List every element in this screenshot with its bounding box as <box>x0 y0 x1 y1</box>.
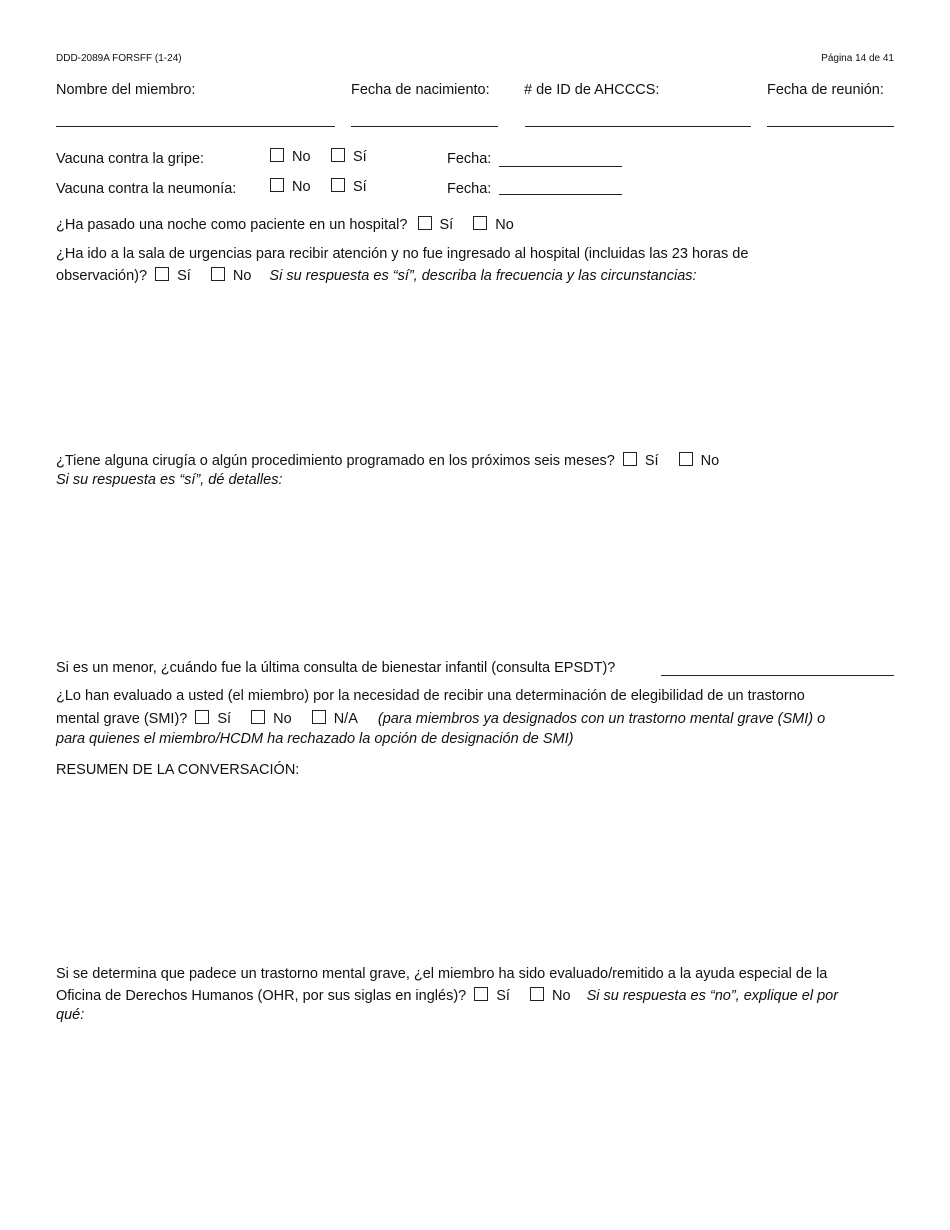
er-note: Si su respuesta es “sí”, describa la frecuencia y las circunstancias: <box>269 268 697 284</box>
smi-yes-checkbox[interactable] <box>195 710 209 724</box>
pneumonia-yes-option[interactable] <box>331 178 367 197</box>
flu-date-label: Fecha: <box>447 151 492 167</box>
hospital-yes-option[interactable] <box>418 216 454 235</box>
ohr-note-line2: qué: <box>56 1007 85 1023</box>
surgery-yes-option[interactable] <box>623 452 659 471</box>
er-yes-text: Sí <box>177 268 191 284</box>
page-number: Página 14 de 41 <box>821 53 894 64</box>
ahcccs-id-field[interactable] <box>525 126 751 127</box>
surgery-question-text: ¿Tiene alguna cirugía o algún procedimiento programado en los próximos seis meses? <box>56 453 615 469</box>
ohr-note-line1: Si su respuesta es “no”, explique el por <box>586 988 839 1004</box>
smi-no-text: No <box>273 711 292 727</box>
smi-yes-text: Sí <box>217 711 232 727</box>
hospital-no-text: No <box>495 217 514 233</box>
member-name-field[interactable] <box>56 126 335 127</box>
hospital-no-checkbox[interactable] <box>473 216 487 230</box>
er-question-text: observación)? <box>56 268 148 284</box>
pneumonia-no-text: No <box>292 179 311 195</box>
hospital-question <box>56 216 524 235</box>
smi-na-text: N/A <box>333 711 358 727</box>
form-id: DDD-2089A FORSFF (1-24) <box>56 53 182 64</box>
er-no-option[interactable] <box>211 267 252 286</box>
epsdt-date-field[interactable] <box>661 675 894 676</box>
surgery-note: Si su respuesta es “sí”, dé detalles: <box>56 472 283 488</box>
ohr-question-line1: Si se determina que padece un trastorno mental grave, ¿el miembro ha sido evaluado/remitido a la ayuda especial de la <box>56 966 828 982</box>
surgery-no-checkbox[interactable] <box>679 452 693 466</box>
ohr-no-text: No <box>551 988 571 1004</box>
er-yes-checkbox[interactable] <box>155 267 169 281</box>
er-no-text: No <box>232 268 252 284</box>
flu-yes-text: Sí <box>353 149 367 165</box>
surgery-question <box>56 452 729 471</box>
hospital-yes-text: Sí <box>439 217 454 233</box>
ohr-question-line2 <box>56 987 838 1006</box>
birth-date-label: Fecha de nacimiento: <box>351 82 490 98</box>
smi-no-option[interactable] <box>251 710 292 729</box>
pneumonia-no-option[interactable] <box>270 178 311 197</box>
er-question-line2 <box>56 267 697 286</box>
pneumonia-vaccine-label: Vacuna contra la neumonía: <box>56 181 237 197</box>
flu-yes-checkbox[interactable] <box>331 148 345 162</box>
smi-question-line1: ¿Lo han evaluado a usted (el miembro) por la necesidad de recibir una determinación de elegibilidad de un trastorno <box>56 688 805 704</box>
hospital-no-option[interactable] <box>473 216 514 235</box>
flu-vaccine-label: Vacuna contra la gripe: <box>56 151 205 167</box>
hospital-question-text: ¿Ha pasado una noche como paciente en un hospital? <box>56 217 408 233</box>
ohr-no-checkbox[interactable] <box>530 987 544 1001</box>
ohr-no-option[interactable] <box>530 987 571 1006</box>
smi-no-checkbox[interactable] <box>251 710 265 724</box>
surgery-yes-checkbox[interactable] <box>623 452 637 466</box>
pneumonia-date-label: Fecha: <box>447 181 492 197</box>
epsdt-question: Si es un menor, ¿cuándo fue la última consulta de bienestar infantil (consulta EPSDT)? <box>56 660 616 676</box>
flu-yes-option[interactable] <box>331 148 367 167</box>
ohr-question-text: Oficina de Derechos Humanos (OHR, por sus siglas en inglés)? <box>56 988 467 1004</box>
smi-na-checkbox[interactable] <box>312 710 326 724</box>
member-name-label: Nombre del miembro: <box>56 82 196 98</box>
surgery-no-text: No <box>700 453 720 469</box>
er-yes-option[interactable] <box>155 267 191 286</box>
er-question-line1: ¿Ha ido a la sala de urgencias para recibir atención y no fue ingresado al hospital (incluidas las 23 horas de <box>56 246 749 262</box>
smi-note-line2: para quienes el miembro/HCDM ha rechazado la opción de designación de SMI) <box>56 731 574 747</box>
meeting-date-field[interactable] <box>767 126 894 127</box>
surgery-no-option[interactable] <box>679 452 720 471</box>
smi-na-option[interactable] <box>312 710 358 729</box>
ohr-yes-checkbox[interactable] <box>474 987 488 1001</box>
summary-heading: RESUMEN DE LA CONVERSACIÓN: <box>56 762 300 778</box>
flu-no-checkbox[interactable] <box>270 148 284 162</box>
surgery-yes-text: Sí <box>644 453 659 469</box>
pneumonia-date-field[interactable] <box>499 194 622 195</box>
birth-date-field[interactable] <box>351 126 498 127</box>
smi-question-line2 <box>56 710 825 729</box>
flu-date-field[interactable] <box>499 166 622 167</box>
flu-no-option[interactable] <box>270 148 311 167</box>
meeting-date-label: Fecha de reunión: <box>767 82 884 98</box>
er-no-checkbox[interactable] <box>211 267 225 281</box>
smi-yes-option[interactable] <box>195 710 231 729</box>
smi-question-text: mental grave (SMI)? <box>56 711 188 727</box>
ohr-yes-text: Sí <box>496 988 510 1004</box>
smi-note-line1: (para miembros ya designados con un trastorno mental grave (SMI) o <box>377 711 826 727</box>
pneumonia-no-checkbox[interactable] <box>270 178 284 192</box>
pneumonia-yes-checkbox[interactable] <box>331 178 345 192</box>
ahcccs-id-label: # de ID de AHCCCS: <box>524 82 660 98</box>
pneumonia-yes-text: Sí <box>353 179 367 195</box>
flu-no-text: No <box>292 149 311 165</box>
ohr-yes-option[interactable] <box>474 987 510 1006</box>
hospital-yes-checkbox[interactable] <box>418 216 432 230</box>
